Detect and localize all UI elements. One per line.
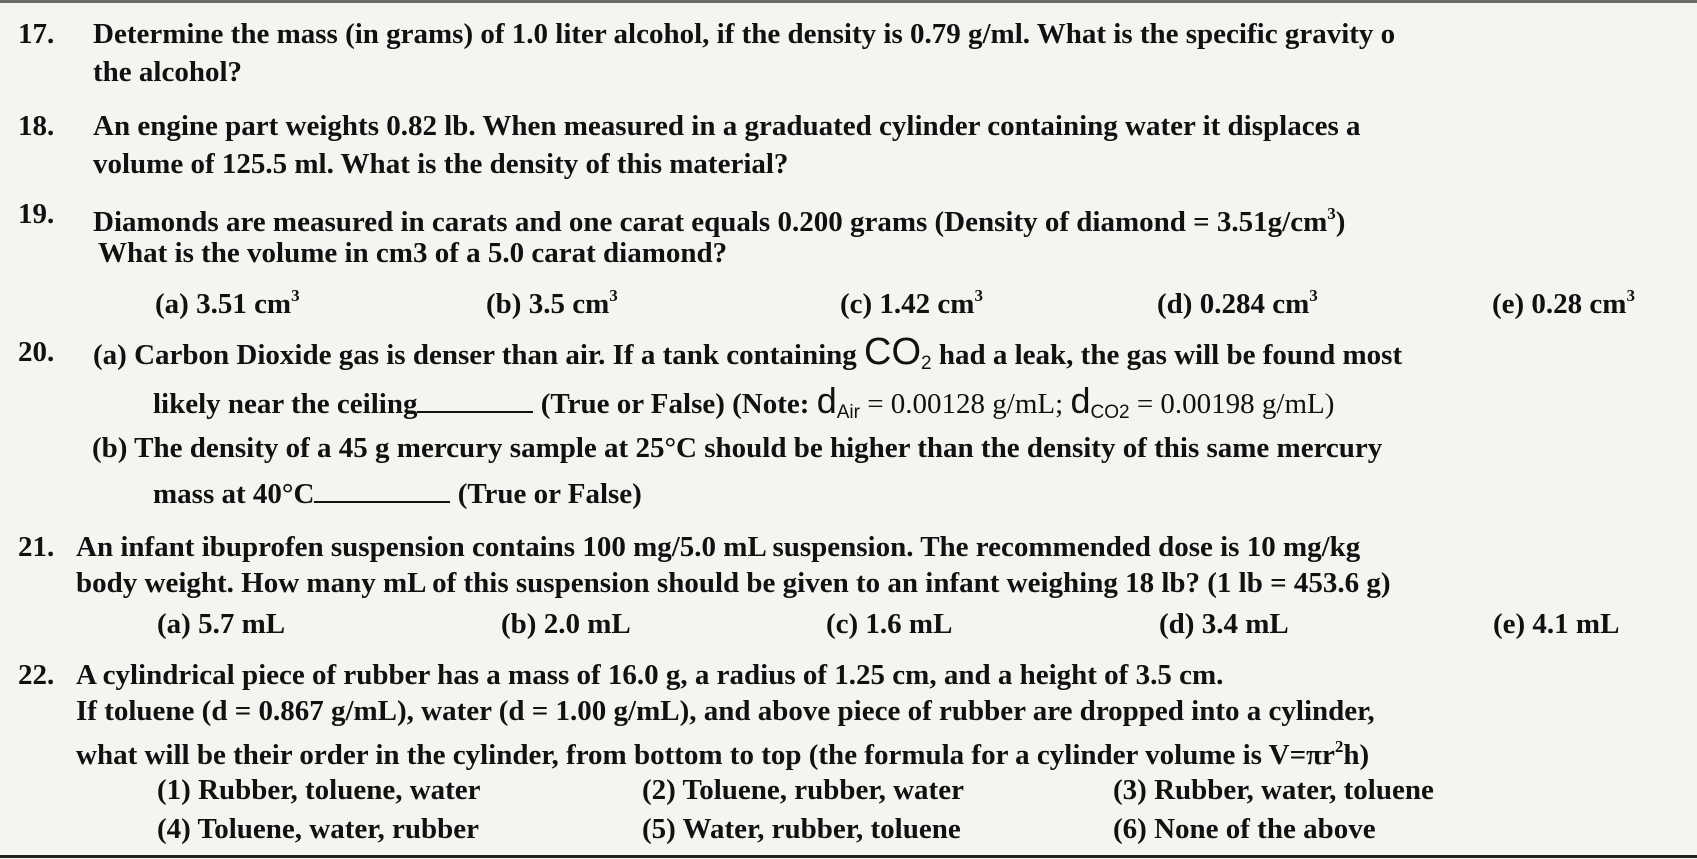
text-segment: (True or False) (Note: — [533, 388, 817, 420]
option-22-1[interactable]: (1) Rubber, toluene, water — [157, 774, 481, 806]
question-text-line — [93, 197, 1345, 239]
text-segment: (True or False) — [450, 478, 642, 510]
option-21d[interactable]: (d) 3.4 mL — [1159, 608, 1289, 640]
superscript: 3 — [974, 286, 983, 305]
density-symbol: d — [1070, 380, 1091, 421]
text-segment: Diamonds are measured in carats and one carat equals 0.200 grams (Density of diamond = 3.51g/cm — [93, 206, 1328, 238]
text-segment: h) — [1343, 739, 1370, 771]
density-symbol: d — [816, 380, 837, 421]
question-text-line: the alcohol? — [93, 56, 243, 88]
superscript: 3 — [291, 286, 300, 305]
option-label: (c) 1.42 cm — [840, 288, 975, 320]
option-21c[interactable]: (c) 1.6 mL — [826, 608, 953, 640]
subscript: 2 — [921, 353, 932, 374]
option-22-5[interactable]: (5) Water, rubber, toluene — [642, 813, 961, 845]
option-21a[interactable]: (a) 5.7 mL — [157, 608, 286, 640]
option-22-6[interactable]: (6) None of the above — [1113, 813, 1376, 845]
option-label: (d) 0.284 cm — [1157, 288, 1310, 320]
subscript: CO2 — [1090, 402, 1130, 423]
question-text-line: If toluene (d = 0.867 g/mL), water (d = 1.00 g/mL), and above piece of rubber are dropped into a cylinder, — [76, 695, 1375, 727]
superscript: 3 — [609, 286, 618, 305]
option-19e[interactable] — [1492, 279, 1635, 321]
question-text-line — [153, 380, 1335, 430]
text-segment: likely near the ceiling — [153, 388, 418, 420]
superscript: 2 — [1334, 737, 1344, 756]
option-21e[interactable]: (e) 4.1 mL — [1493, 608, 1620, 640]
option-22-3[interactable]: (3) Rubber, water, toluene — [1113, 774, 1434, 806]
option-label: (e) 0.28 cm — [1492, 288, 1627, 320]
text-segment: had a leak, the gas will be found most — [931, 339, 1403, 371]
answer-blank-20b[interactable] — [314, 477, 450, 503]
superscript: 3 — [1309, 286, 1318, 305]
option-label: (a) 3.51 cm — [155, 288, 292, 320]
question-number: 17. — [18, 18, 55, 50]
co2-formula: CO — [864, 331, 922, 373]
air-density-value: = 0.00128 g/mL; — [859, 388, 1071, 420]
question-text-line: (b) The density of a 45 g mercury sample at 25°C should be higher than the density of this same mercury — [92, 432, 1383, 464]
question-text-line: An engine part weights 0.82 lb. When measured in a graduated cylinder containing water it displaces a — [93, 110, 1361, 142]
question-text-line — [93, 331, 1403, 381]
question-text-line: An infant ibuprofen suspension contains 100 mg/5.0 mL suspension. The recommended dose is 10 mg/kg — [76, 531, 1361, 563]
question-text-line: Determine the mass (in grams) of 1.0 liter alcohol, if the density is 0.79 g/ml. What is the specific gravity o — [93, 18, 1396, 50]
question-number: 22. — [18, 659, 55, 691]
text-segment: (a) Carbon Dioxide gas is denser than air. If a tank containing — [93, 339, 865, 371]
option-22-4[interactable]: (4) Toluene, water, rubber — [157, 813, 479, 845]
text-segment: ) — [1335, 206, 1346, 238]
subscript: Air — [836, 402, 860, 423]
question-number: 18. — [18, 110, 55, 142]
question-text-line — [76, 730, 1369, 772]
question-number: 21. — [18, 531, 55, 563]
question-text-line — [153, 477, 642, 511]
superscript: 3 — [1626, 286, 1635, 305]
option-22-2[interactable]: (2) Toluene, rubber, water — [642, 774, 964, 806]
option-19a[interactable] — [155, 279, 300, 321]
text-segment: mass at 40°C — [153, 478, 315, 510]
option-label: (b) 3.5 cm — [486, 288, 610, 320]
question-number: 19. — [18, 198, 55, 230]
answer-blank-20a[interactable] — [417, 387, 533, 413]
superscript: 3 — [1327, 204, 1336, 223]
question-text-line: volume of 125.5 ml. What is the density of this material? — [93, 148, 789, 180]
question-text-line: body weight. How many mL of this suspension should be given to an infant weighing 18 lb? (1 lb = 453.6 g) — [76, 567, 1391, 599]
text-segment: what will be their order in the cylinder, from bottom to top (the formula for a cylinder volume is V=πr — [76, 739, 1335, 771]
question-text-line: A cylindrical piece of rubber has a mass of 16.0 g, a radius of 1.25 cm, and a height of 3.5 cm. — [76, 659, 1224, 691]
option-19d[interactable] — [1157, 279, 1318, 321]
co2-density-value: = 0.00198 g/mL) — [1129, 388, 1335, 420]
page-border-bottom — [0, 855, 1697, 858]
question-text-line: What is the volume in cm3 of a 5.0 carat diamond? — [98, 237, 728, 269]
question-number: 20. — [18, 336, 55, 368]
option-21b[interactable]: (b) 2.0 mL — [501, 608, 631, 640]
option-19c[interactable] — [840, 279, 983, 321]
option-19b[interactable] — [486, 279, 618, 321]
